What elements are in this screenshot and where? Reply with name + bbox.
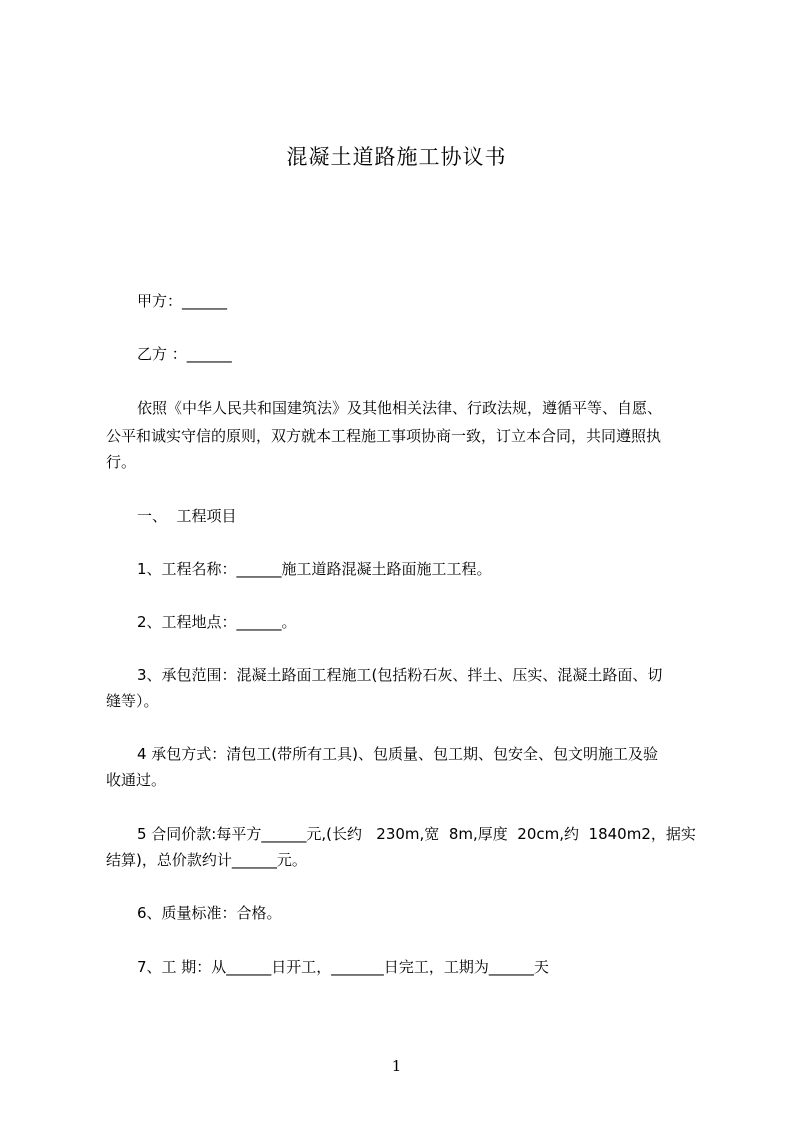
item-line: 4 承包方式：清包工(带所有工具)、包质量、包工期、包安全、包文明施工及验	[137, 745, 659, 763]
item-quality-standard: 6、质量标准：合格。	[137, 904, 282, 922]
party-b-line: 乙方 ：______	[137, 345, 232, 363]
party-a-line: 甲方：______	[137, 292, 228, 310]
item-construction-period: 7、工 期：从______日开工，_______日完工，工期为______天	[137, 958, 549, 976]
item-line: 结算)，总价款约计______元。	[106, 851, 307, 869]
document-title: 混凝土道路施工协议书	[286, 145, 507, 169]
section-heading: 一、 工程项目	[137, 507, 237, 525]
item-line: 收通过。	[106, 771, 167, 789]
item-project-name: 1、工程名称：______施工道路混凝土路面施工工程。	[137, 560, 492, 578]
page-number: 1	[391, 1057, 402, 1075]
preamble-line: 行。	[106, 453, 137, 471]
item-line: 5 合同价款:每平方______元,(长约 230m,宽 8m,厚度 20cm,约 1840m2，据实	[137, 825, 696, 843]
item-line: 3、承包范围：混凝土路面工程施工(包括粉石灰、拌土、压实、混凝土路面、切	[137, 666, 663, 684]
preamble-line: 公平和诚实守信的原则，双方就本工程施工事项协商一致，订立本合同，共同遵照执	[106, 427, 662, 445]
preamble-line: 依照《中华人民共和国建筑法》及其他相关法律、行政法规，遵循平等、自愿、	[137, 399, 663, 417]
item-project-location: 2、工程地点：______。	[137, 613, 297, 631]
item-line: 缝等）。	[106, 692, 159, 710]
